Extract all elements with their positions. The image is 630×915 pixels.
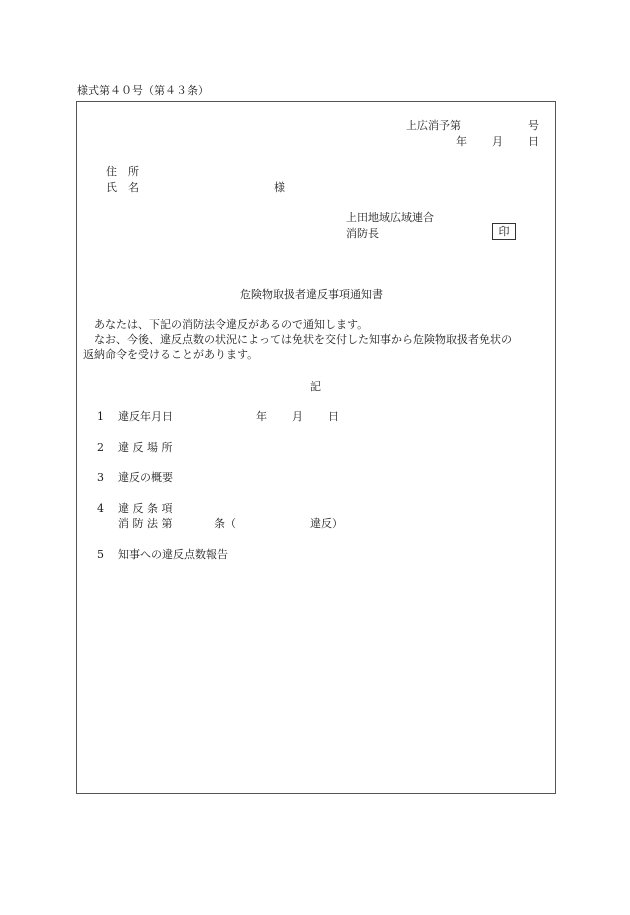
item-1-label: 違反年月日 [118,410,173,423]
doc-number-prefix: 上広消予第 [406,119,461,132]
item-4-number: 4 [97,502,104,515]
item-4-label: 違 反 条 項 [118,502,173,515]
date-year: 年 [456,135,467,148]
seal-label: 印 [498,225,510,238]
item-4-violation: 違反） [310,517,343,530]
item-3-number: 3 [97,471,104,484]
address-label: 住 所 [106,165,139,178]
item-4-law: 消 防 法 第 [118,517,173,530]
doc-number-suffix: 号 [528,119,539,132]
body-line-3: 返納命令を受けることがあります。 [83,348,259,361]
date-day: 日 [528,135,539,148]
item-3-label: 違反の概要 [118,471,173,484]
name-label: 氏 名 [106,181,139,194]
sender-title: 消防長 [346,227,379,240]
body-line-2: なお、今後、違反点数の状況によっては免状を交付した知事から危険物取扱者免状の [94,333,512,346]
form-number: 様式第４０号（第４３条） [77,84,209,97]
date-month: 月 [492,135,503,148]
sender-org: 上田地域広域連合 [346,211,434,224]
document-title: 危険物取扱者違反事項通知書 [240,288,383,301]
item-4-article: 条（ [214,517,236,530]
ki-heading: 記 [310,380,321,393]
item-1-year: 年 [256,410,267,423]
item-2-number: 2 [97,441,104,454]
item-1-day: 日 [328,410,339,423]
item-2-label: 違 反 場 所 [118,441,173,454]
body-line-1: あなたは、下記の消防法令違反があるので通知します。 [94,318,369,331]
item-1-month: 月 [292,410,303,423]
item-5-number: 5 [97,548,104,561]
item-5-label: 知事への違反点数報告 [118,548,228,561]
honorific: 様 [274,181,285,194]
item-1-number: 1 [97,410,104,423]
seal-box [492,223,516,240]
